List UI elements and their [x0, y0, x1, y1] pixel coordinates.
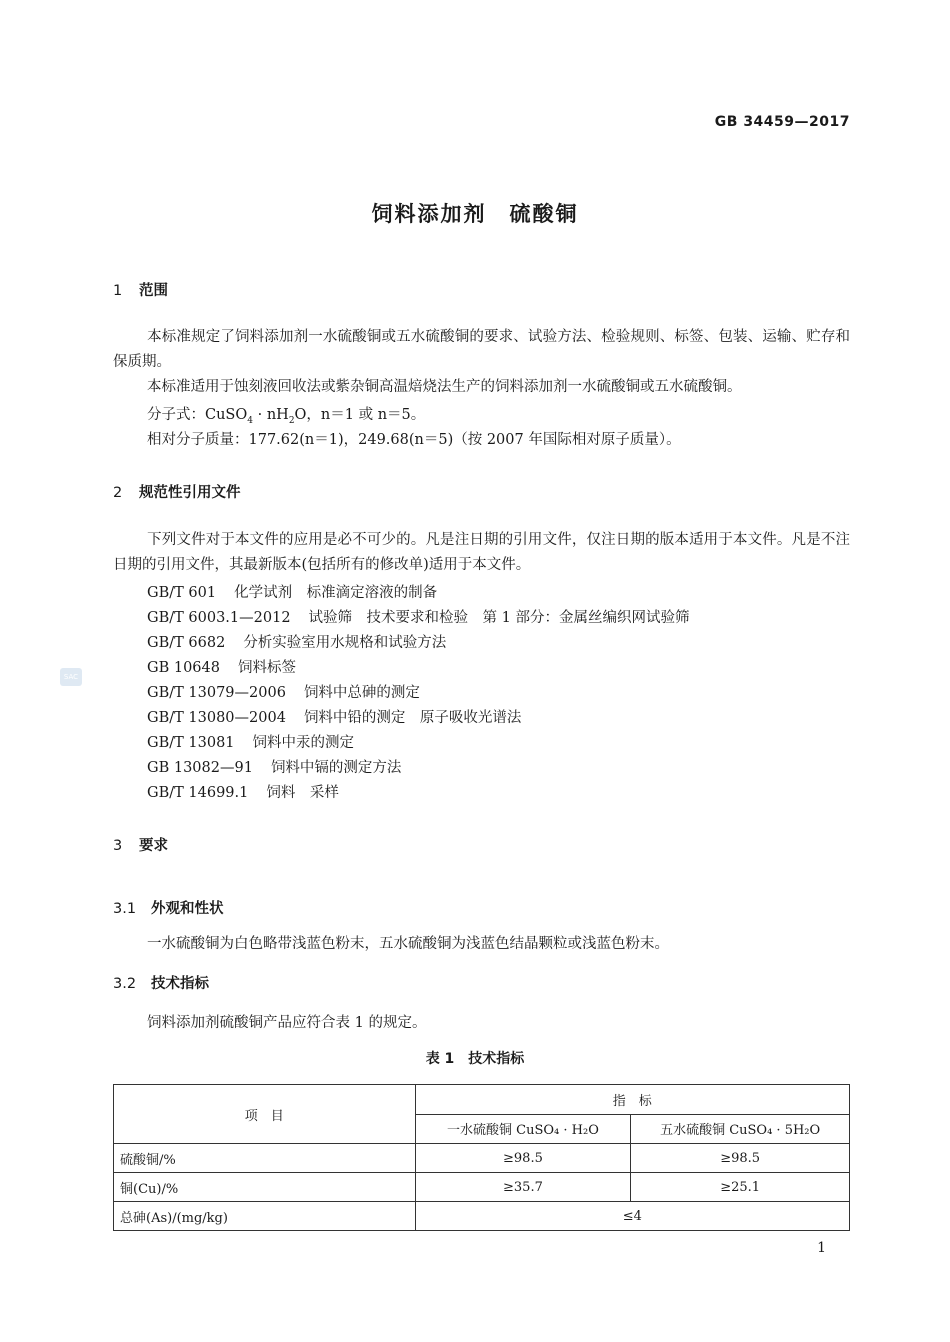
ref-title: 饲料标签: [237, 660, 296, 676]
section-title: 技术指标: [151, 976, 209, 992]
ref-title: 饲料中镉的测定方法: [270, 760, 402, 776]
section-2-heading: [113, 481, 241, 502]
reference-item: [147, 606, 690, 627]
standard-number: GB 34459—2017: [714, 114, 850, 130]
row-item: 总砷(As)/(mg/kg): [114, 1202, 416, 1231]
page-number: 1: [817, 1240, 826, 1256]
appearance-text: 一水硫酸铜为白色略带浅蓝色粉末，五水硫酸铜为浅蓝色结晶颗粒或浅蓝色粉末。: [147, 936, 669, 952]
ref-code: GB 10648: [147, 660, 220, 676]
ref-title: 饲料 采样: [266, 785, 339, 801]
section-number: 3.2: [113, 976, 137, 992]
header-index: 指 标: [415, 1085, 849, 1115]
ref-title: 饲料中总砷的测定: [303, 685, 420, 701]
paragraph: [113, 325, 850, 375]
technical-index-table: [113, 1084, 850, 1231]
ref-title: 饲料中汞的测定: [252, 735, 355, 751]
molecular-mass: 相对分子质量：177.62(n＝1)，249.68(n＝5)（按 2007 年国际相对原子质量）。: [147, 432, 681, 448]
ref-title: 试验筛 技术要求和检验 第 1 部分：金属丝编织网试验筛: [308, 610, 690, 626]
section-number: 3: [113, 838, 123, 854]
reference-item: [147, 781, 339, 802]
ref-code: GB/T 14699.1: [147, 785, 249, 801]
ref-code: GB 13082—91: [147, 760, 253, 776]
reference-item: [147, 631, 446, 652]
section-title: 外观和性状: [151, 901, 224, 917]
molecular-formula: 分子式：CuSO$_4$ · $nH_2O$，n＝1 或 n＝5。: [147, 407, 426, 426]
paragraph-text: 下列文件对于本文件的应用是必不可少的。凡是注日期的引用文件，仅注日期的版本适用于本文件。凡是不注日期的引用文件，其最新版本(包括所有的修改单)适用于本文件。: [113, 532, 850, 573]
spec-text: 饲料添加剂硫酸铜产品应符合表 1 的规定。: [147, 1015, 427, 1031]
section-title: 范围: [139, 283, 168, 299]
section-number: 3.1: [113, 901, 137, 917]
table-row: [114, 1173, 850, 1202]
section-title: 要求: [139, 838, 168, 854]
section-3-1-heading: [113, 897, 224, 918]
header-monohydrate: 一水硫酸铜 CuSO₄ · H₂O: [415, 1114, 631, 1144]
row-item: 铜(Cu)/%: [114, 1173, 416, 1202]
ref-title: 化学试剂 标准滴定溶液的制备: [234, 585, 438, 601]
section-number: 2: [113, 485, 123, 501]
row-value: ≥25.1: [631, 1173, 850, 1202]
row-value: ≥35.7: [415, 1173, 631, 1202]
header-pentahydrate: 五水硫酸铜 CuSO₄ · 5H₂O: [631, 1114, 850, 1144]
row-item: 硫酸铜/%: [114, 1144, 416, 1173]
ref-code: GB/T 601: [147, 585, 217, 601]
reference-item: [147, 581, 437, 602]
paragraph-text: 本标准规定了饲料添加剂一水硫酸铜或五水硫酸铜的要求、试验方法、检验规则、标签、包装、运输、贮存和保质期。: [113, 329, 850, 370]
paragraph-text: 本标准适用于蚀刻液回收法或紫杂铜高温焙烧法生产的饲料添加剂一水硫酸铜或五水硫酸铜。: [147, 379, 742, 395]
row-value: ≤4: [415, 1202, 849, 1231]
header-item: 项 目: [114, 1085, 416, 1144]
table-caption: 表 1 技术指标: [425, 1051, 525, 1067]
row-value: ≥98.5: [631, 1144, 850, 1173]
table-row: [114, 1202, 850, 1231]
ref-title: 分析实验室用水规格和试验方法: [243, 635, 447, 651]
section-3-2-heading: [113, 972, 209, 993]
ref-code: GB/T 6003.1—2012: [147, 610, 291, 626]
ref-code: GB/T 13079—2006: [147, 685, 286, 701]
row-value: ≥98.5: [415, 1144, 631, 1173]
paragraph: [113, 375, 850, 400]
formula-text: · nH: [253, 407, 289, 423]
reference-item: [147, 706, 521, 727]
formula-text: 分子式：CuSO: [147, 407, 248, 423]
ref-code: GB/T 13080—2004: [147, 710, 286, 726]
table-row: [114, 1144, 850, 1173]
watermark-logo: SAC: [60, 668, 82, 686]
ref-title: 饲料中铅的测定 原子吸收光谱法: [303, 710, 522, 726]
section-number: 1: [113, 283, 123, 299]
document-title: 饲料添加剂 硫酸铜: [371, 202, 579, 226]
reference-item: [147, 731, 354, 752]
ref-code: GB/T 13081: [147, 735, 235, 751]
section-1-heading: [113, 279, 168, 300]
reference-item: [147, 681, 420, 702]
paragraph: [113, 528, 850, 578]
reference-item: [147, 756, 401, 777]
formula-text: O，n＝1 或 n＝5。: [294, 407, 426, 423]
section-3-heading: [113, 834, 168, 855]
section-title: 规范性引用文件: [139, 485, 241, 501]
reference-item: [147, 656, 296, 677]
ref-code: GB/T 6682: [147, 635, 226, 651]
